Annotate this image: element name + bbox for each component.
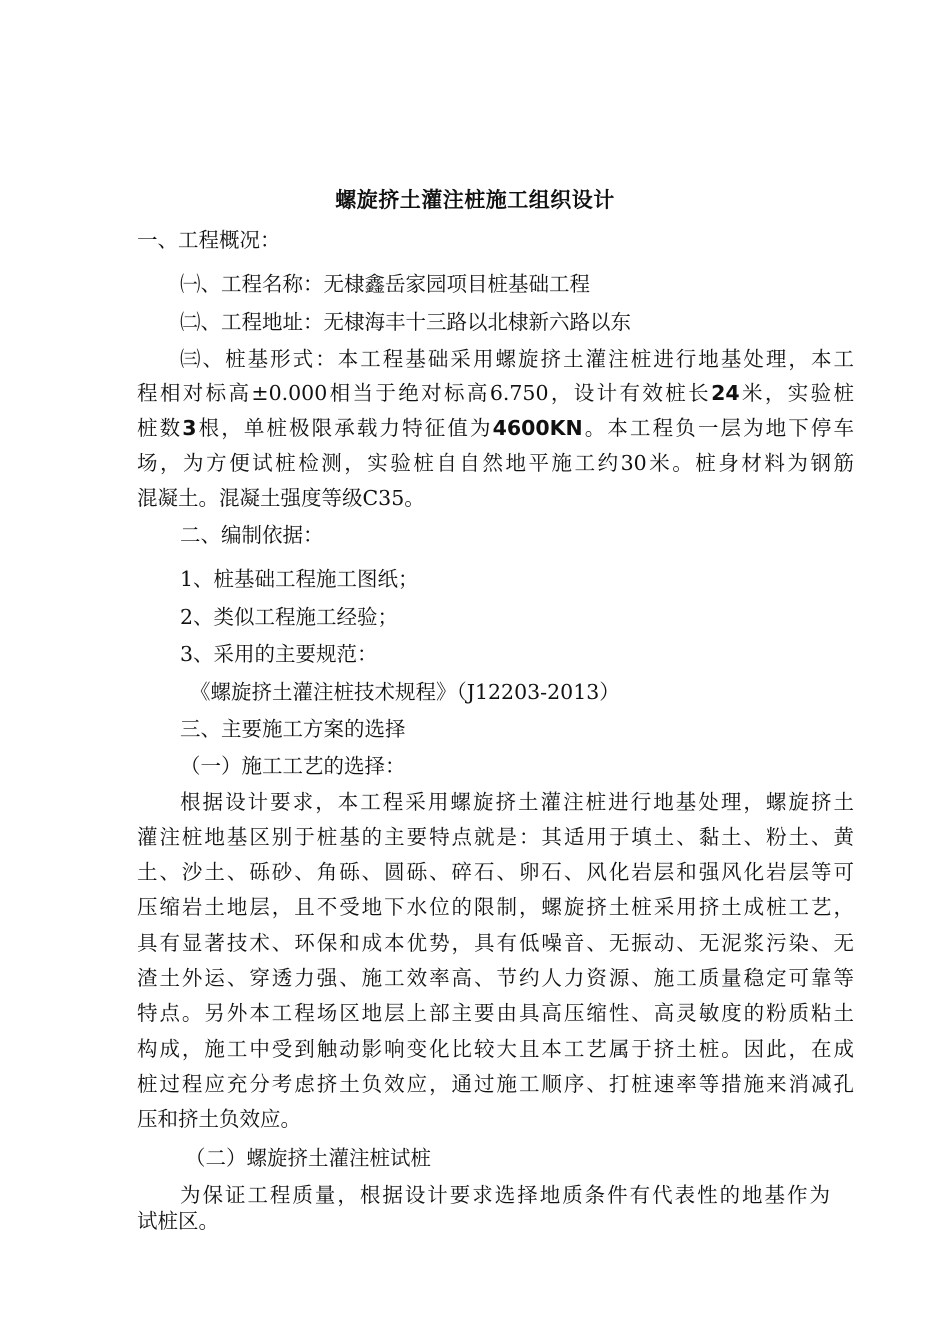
bearing-capacity-value: 4600KN xyxy=(492,416,583,440)
basis-item-1: 1、桩基础工程施工图纸； xyxy=(180,567,419,591)
pile-form-text: 根，单桩极限承载力特征值为 xyxy=(196,416,493,440)
paragraph-line: 根据设计要求，本工程采用螺旋挤土灌注桩进行地基处理，螺旋挤土 xyxy=(180,790,854,814)
pile-form-text: 。本工程负一层为地下停车 xyxy=(582,416,855,440)
paragraph-line: 试桩区。 xyxy=(137,1209,219,1233)
section-2-heading: 二、编制依据： xyxy=(180,523,324,547)
spec-reference: 《螺旋挤土灌注桩技术规程》（J12203-2013） xyxy=(190,680,620,704)
pile-form-text: 米，实验桩 xyxy=(739,381,854,405)
pile-form-text: 桩数 xyxy=(137,416,183,440)
paragraph-line: 压和挤土负效应。 xyxy=(137,1107,301,1131)
pile-form-text: 程相对标高±0.000相当于绝对标高6.750，设计有效桩长 xyxy=(137,381,712,405)
project-name: ㈠、工程名称：无棣鑫岳家园项目桩基础工程 xyxy=(180,272,590,296)
pile-form-line-4: 场，为方便试桩检测，实验桩自自然地平施工约30米。桩身材料为钢筋 xyxy=(137,451,854,475)
pile-form-line-3 xyxy=(137,414,854,442)
subsection-1-heading: （一）施工工艺的选择： xyxy=(180,754,406,778)
pile-form-line-5: 混凝土。混凝土强度等级C35。 xyxy=(137,486,425,510)
paragraph-line: 具有显著技术、环保和成本优势，具有低噪音、无振动、无泥浆污染、无 xyxy=(137,931,854,955)
paragraph-line: 灌注桩地基区别于桩基的主要特点就是：其适用于填土、黏土、粉土、黄 xyxy=(137,825,854,849)
test-pile-count: 3 xyxy=(182,416,197,440)
section-1-heading: 一、工程概况： xyxy=(137,228,281,252)
paragraph-line: 压缩岩土地层，且不受地下水位的限制，螺旋挤土桩采用挤土成桩工艺， xyxy=(137,895,854,919)
paragraph-line: 构成，施工中受到触动影响变化比较大且本工艺属于挤土桩。因此，在成 xyxy=(137,1037,854,1061)
basis-item-2: 2、类似工程施工经验； xyxy=(180,605,399,629)
paragraph-line: 桩过程应充分考虑挤土负效应，通过施工顺序、打桩速率等措施来消减孔 xyxy=(137,1072,854,1096)
pile-form-line-2 xyxy=(137,379,854,407)
document-title: 螺旋挤土灌注桩施工组织设计 xyxy=(335,188,615,212)
paragraph-line: 特点。另外本工程场区地层上部主要由具高压缩性、高灵敏度的粉质粘土 xyxy=(137,1001,854,1025)
paragraph-line: 土、沙土、砾砂、角砾、圆砾、碎石、卵石、风化岩层和强风化岩层等可 xyxy=(137,860,854,884)
section-3-heading: 三、主要施工方案的选择 xyxy=(180,717,406,741)
pile-form-line-1: ㈢、桩基形式：本工程基础采用螺旋挤土灌注桩进行地基处理，本工 xyxy=(180,347,854,371)
paragraph-line: 渣土外运、穿透力强、施工效率高、节约人力资源、施工质量稳定可靠等 xyxy=(137,966,854,990)
subsection-2-heading: （二）螺旋挤土灌注桩试桩 xyxy=(185,1146,431,1170)
pile-length-value: 24 xyxy=(711,381,740,405)
paragraph-line: 为保证工程质量，根据设计要求选择地质条件有代表性的地基作为 xyxy=(180,1183,830,1207)
project-address: ㈡、工程地址：无棣海丰十三路以北棣新六路以东 xyxy=(180,310,631,334)
basis-item-3: 3、采用的主要规范： xyxy=(180,642,378,666)
